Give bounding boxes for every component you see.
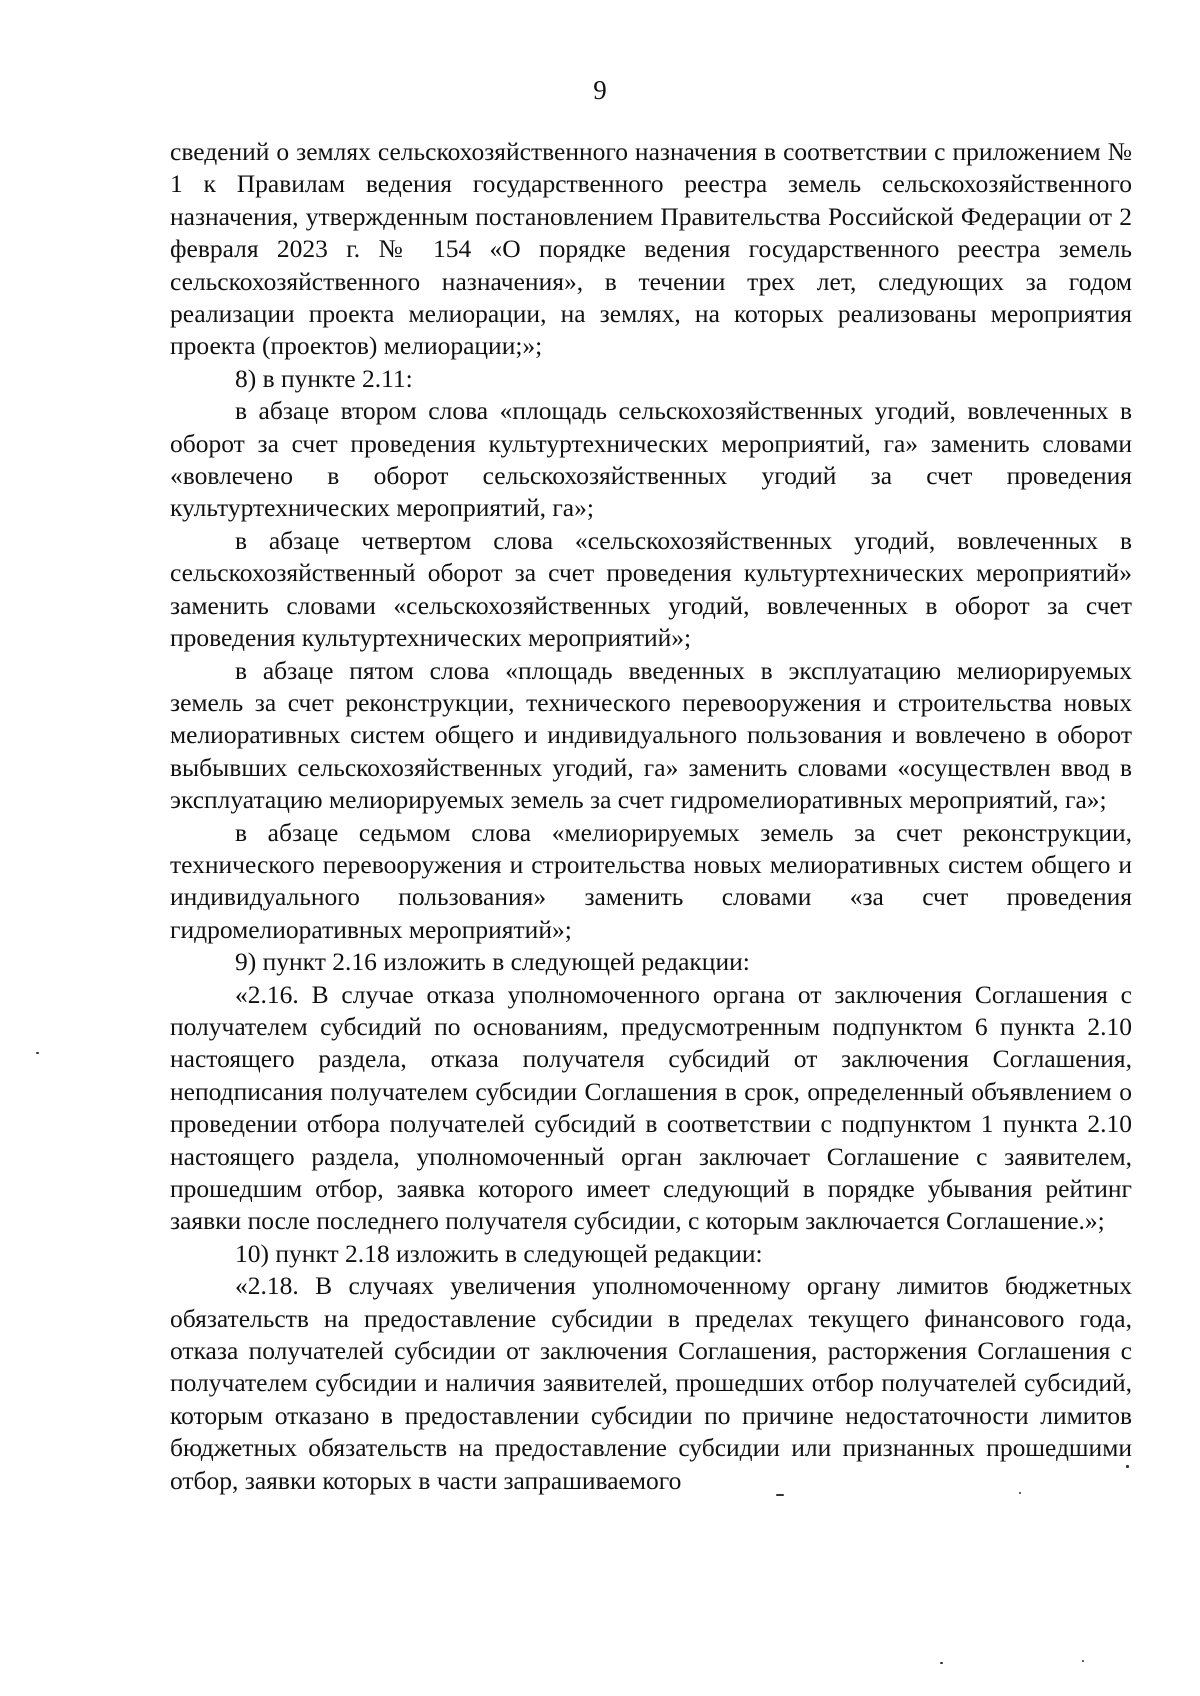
paragraph-item-10: 10) пункт 2.18 изложить в следующей редакции: [235,1238,763,1268]
paragraph-abzac-5: в абзаце пятом слова «площадь введенных в эксплуатацию мелиорируемых земель за счет реконструкции, технического перевооружения и строительства новых мелиоративных систем общего и индивидуального пользования и вовлечено в оборот выбывших сельскохозяйственных угодий, га» заменить словами «осуществлен ввод в эксплуатацию мелиорируемых земель за счет гидромелиоративных мероприятий, га»; [170,655,1132,815]
paragraph-clause-2-16: «2.16. В случае отказа уполномоченного органа от заключения Соглашения с получателем субсидий по основаниям, предусмотренным подпунктом 6 пункта 2.10 настоящего раздела, отказа получателя субсидий от заключения Соглашения, неподписания получателем субсидии Соглашения в срок, определенный объявлением о проведении отбора получателей субсидий в соответствии с подпунктом 1 пункта 2.10 настоящего раздела, уполномоченный орган заключает Соглашение с заявителем, прошедшим отбор, заявка которого имеет следующий в порядке убывания рейтинг заявки после последнего получателя субсидии, с которым заключается Соглашение.»; [170,979,1132,1236]
scan-speck [1126,1465,1129,1468]
paragraph-abzac-2: в абзаце втором слова «площадь сельскохозяйственных угодий, вовлеченных в оборот за счет проведения культуртехнических мероприятий, га» заменить словами «вовлечено в оборот сельскохозяйственных угодий за счет проведения культуртехнических мероприятий, га»; [170,396,1132,523]
scan-speck [1082,1660,1084,1662]
scan-speck [940,1662,943,1664]
paragraph-clause-2-18: «2.18. В случаях увеличения уполномоченному органу лимитов бюджетных обязательств на предоставление субсидии в пределах текущего финансового года, отказа получателей субсидии от заключения Соглашения, расторжения Соглашения с получателем субсидии и наличия заявителей, прошедших отбор получателей субсидий, которым отказано в предоставлении субсидии по причине недостаточности лимитов бюджетных обязательств на предоставление субсидии или признанных прошедшими отбор, заявки которых в части запрашиваемого [170,1271,1132,1495]
document-body [170,136,1132,1497]
scan-speck [36,1052,39,1054]
paragraph-item-9: 9) пункт 2.16 изложить в следующей редакции: [235,947,750,977]
paragraph-continuation: сведений о землях сельскохозяйственного назначения в соответствии с приложением № 1 к Правилам ведения государственного реестра земель сельскохозяйственного назначения, утвержденным постановлением Правительства Российской Федерации от 2 февраля 2023 г. № 154 «О порядке ведения государственного реестра земель сельскохозяйственного назначения», в течении трех лет, следующих за годом реализации проекта мелиорации, на землях, на которых реализованы мероприятия проекта (проектов) мелиорации;»; [170,137,1132,361]
paragraph-abzac-4: в абзаце четвертом слова «сельскохозяйственных угодий, вовлеченных в сельскохозяйственный оборот за счет проведения культуртехнических мероприятий» заменить словами «сельскохозяйственных угодий, вовлеченных в оборот за счет проведения культуртехнических мероприятий»; [170,525,1132,653]
scan-speck [776,1494,784,1496]
paragraph-abzac-7: в абзаце седьмом слова «мелиорируемых земель за счет реконструкции, технического перевооружения и строительства новых мелиоративных систем общего и индивидуального пользования» заменить словами «за счет проведения гидромелиоративных мероприятий»; [170,817,1132,944]
paragraph-item-8: 8) в пункте 2.11: [235,363,413,393]
page-number: 9 [593,75,607,105]
scan-speck [1019,1492,1021,1494]
